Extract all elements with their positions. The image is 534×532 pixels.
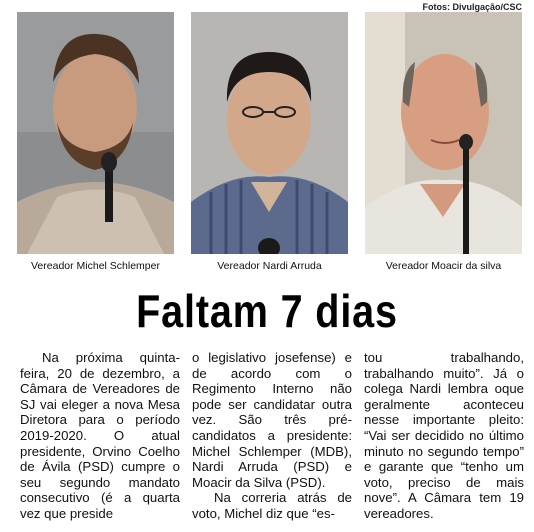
- caption-nardi-arruda: Vereador Nardi Arruda: [217, 260, 322, 272]
- article-column-3: [364, 350, 524, 522]
- photo-nardi-arruda: [191, 12, 348, 254]
- photo-credit: Fotos: Divulgação/CSC: [422, 2, 522, 12]
- article-paragraph: Na próxima quinta-feira, 20 de dezembro, a Câmara de Vereadores de SJ vai eleger a nova Mesa Diretora para o período 2019-2020. O atual presidente, Orvino Coelho de Ávila (PSD) cumpre o seu segundo mandato consecutivo (é a quarta vez que preside: [20, 350, 180, 521]
- photo-moacir-da-silva: [365, 12, 522, 254]
- photo-michel-schlemper: [17, 12, 174, 254]
- article-paragraph: o legislativo josefense) e de acordo com o Regimento Interno não pode ser candidatar outra vez. São três pré-candidatos a presidente: Michel Schlemper (MDB), Nardi Arruda (PSD) e Moacir da Silva (PSD).: [192, 350, 352, 490]
- article-column-2: [192, 350, 352, 522]
- headline: Faltam 7 dias: [136, 285, 398, 337]
- caption-michel-schlemper: Vereador Michel Schlemper: [31, 260, 160, 272]
- article-paragraph: Na correria atrás de voto, Michel diz que “es-: [192, 490, 352, 521]
- article-column-1: [20, 350, 180, 522]
- caption-moacir-da-silva: Vereador Moacir da silva: [385, 260, 502, 272]
- article-paragraph: tou trabalhando, trabalhando muito”. Já o colega Nardi lembra oque geralmente aconteceu nesse importante pleito: “Vai ser decidido no último minuto no segundo tempo” e garante que “tenho um voto, preciso de mais nove”. A Câmara tem 19 vereadores.: [364, 350, 524, 521]
